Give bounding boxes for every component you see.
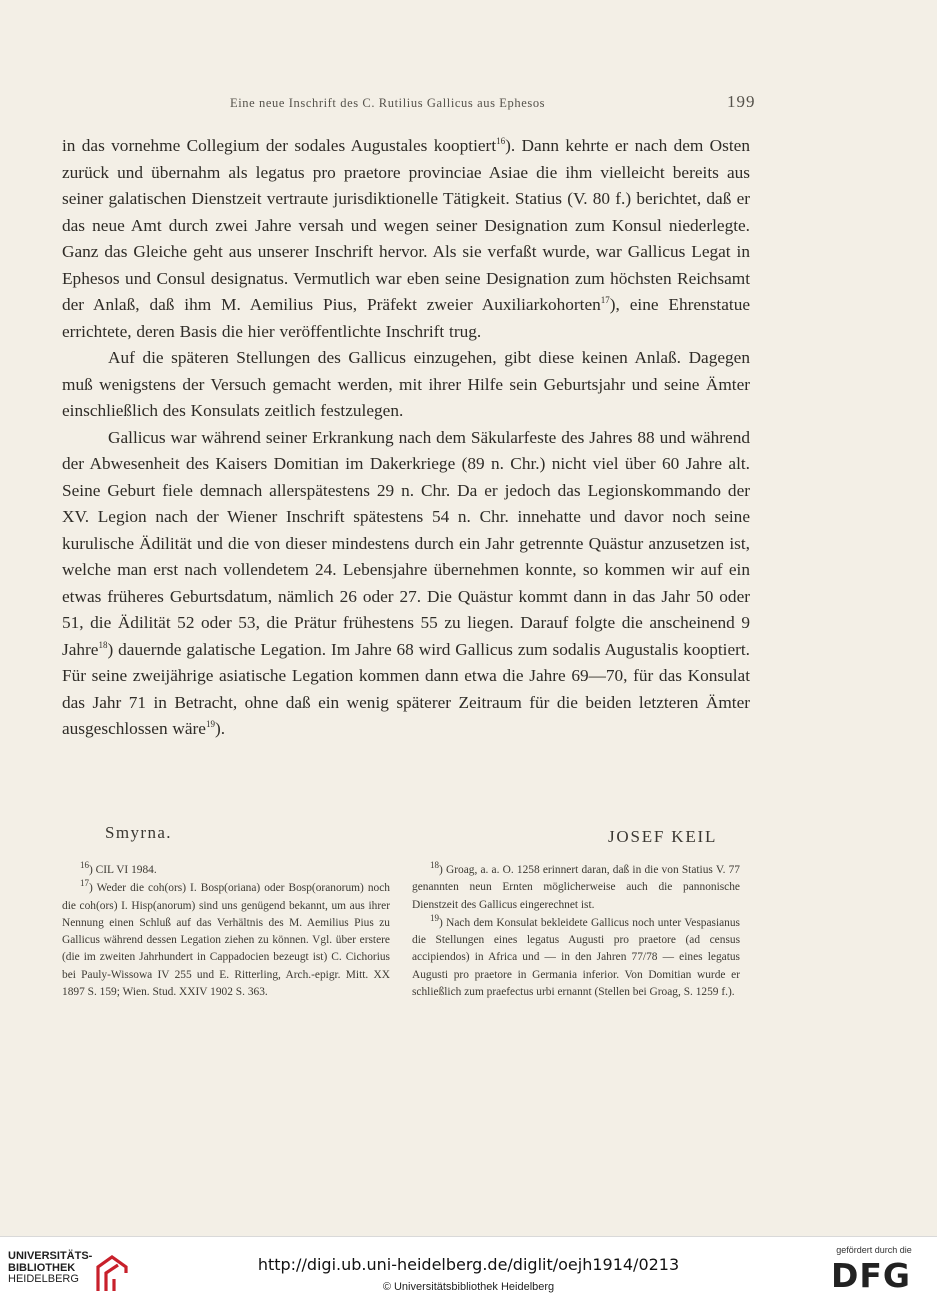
footnotes-left-column (62, 862, 390, 1002)
footnote-text: ) Weder die coh(ors) I. Bosp(oriana) oder Bosp(oranorum) noch die coh(ors) I. Hisp(anorum) sind uns genügend bekannt, um aus ihrer Nennung einen Schluß auf das Verhältnis des M. Aemilius Pius zu Gallicus während dessen Legation ziehen zu können. Vgl. über erstere (die im zweiten Jahrhundert in Cappadocien bezeugt ist) C. Cichorius bei Pauly-Wissowa IV 255 und E. Ritterling, Arch.-epigr. Mitt. XX 1897 S. 159; Wien. Stud. XXIV 1902 S. 363. (62, 882, 390, 999)
running-title: Eine neue Inschrift des C. Rutilius Gallicus aus Ephesos (230, 96, 546, 110)
library-name-line1: UNIVERSITÄTS- (8, 1250, 93, 1262)
footnote-number: 16 (80, 860, 89, 871)
funder-logo[interactable] (829, 1245, 929, 1299)
text-run: in das vornehme Collegium der sodales Augustales kooptiert (62, 136, 497, 155)
footnote-text: ) CIL VI 1984. (89, 864, 157, 876)
footnote (412, 915, 740, 1001)
viewer-footer (0, 1236, 937, 1303)
library-name-line3: HEIDELBERG (8, 1273, 79, 1285)
text-run: Gallicus war während seiner Erkrankung nach dem Säkularfeste des Jahres 88 und während der Abwesenheit des Kaisers Domitian im Dakerkriege (89 n. Chr.) nicht viel über 60 Jahre alt. Seine Geburt fiele demnach allerspätestens 29 n. Chr. Da er jedoch das Legionskommando der XV. Legion nach der Wiener Inschrift spätestens 54 n. Chr. innehatte und davor noch seine kurulische Ädilität und die von dieser mindestens durch ein Jahr getrennte Quästur anzusetzen ist, welche man erst nach vollendetem 24. Lebensjahre übernehmen konnte, so kommen wir auf ein etwas früheres Geburtsdatum, nämlich 26 oder 27. Die Quästur kommt dann in das Jahr 50 oder 51, die Ädilität 52 oder 53, die Prätur frühestens 55 zu liegen. Darauf folgte die anscheinend 9 Jahre (62, 427, 750, 659)
page-number: 199 (727, 92, 756, 111)
text-run: Auf die späteren Stellungen des Gallicus einzugehen, gibt diese keinen Anlaß. Dagegen muß wenigstens der Versuch gemacht werden, mit ihrer Hilfe sein Geburtsjahr und seine Ämter einschließlich des Konsulats zeitlich festzulegen. (62, 348, 750, 420)
author-name: JOSEF KEIL (608, 827, 718, 846)
text-run: ). Dann kehrte er nach dem Osten zurück und übernahm als legatus pro praetore provinciae Asiae die ihm vielleicht bereits aus seiner galatischen Dienstzeit vertraute jurisdiktionelle Tätigkeit. Statius (V. 80 f.) berichtet, daß er das neue Amt durch zwei Jahre versah und wegen seiner Designation zum Konsul niederlegte. Ganz das Gleiche geht aus unserer Inschrift hervor. Als sie verfaßt wurde, war Gallicus Legat in Ephesos und Consul designatus. Vermutlich war eben seine Designation zum höchsten Reichsamt der Anlaß, daß ihm M. Aemilius Pius, Präfekt zweier Auxiliarkohorten (62, 136, 750, 314)
dfg-logo-icon: DFG (831, 1256, 912, 1295)
signoff (0, 823, 937, 847)
footnote (412, 862, 740, 914)
footnotes-right-column (412, 862, 740, 1002)
funder-caption: gefördert durch die (836, 1245, 912, 1255)
footnote-ref[interactable]: 17 (600, 295, 610, 306)
text-run: ) dauernde galatische Legation. Im Jahre 68 wird Gallicus zum sodalis Augustalis kooptiert. Für seine zweijährige asiatische Legation kommen dann etwa die Jahre 69—70, für das Konsulat das Jahr 71 in Betracht, ohne daß ein wenig späterer Zeitraum für die beiden letzteren Ämter ausgeschlossen wäre (62, 639, 750, 738)
footnote-ref[interactable]: 19 (205, 719, 215, 730)
footnote-number: 19 (430, 913, 439, 924)
footnote-ref[interactable]: 18 (98, 639, 108, 650)
footnote (62, 880, 390, 1001)
footnotes (62, 862, 752, 1082)
running-head (0, 92, 937, 116)
paragraph (62, 133, 750, 345)
footnote-text: ) Groag, a. a. O. 1258 erinnert daran, daß in die von Statius V. 77 genannten neun Ernten möglicherweise auch die pannonische Dienstzeit des Gallicus eingerechnet ist. (412, 864, 740, 911)
library-name-line2: BIBLIOTHEK (8, 1261, 76, 1274)
copyright-notice: © Universitätsbibliothek Heidelberg (382, 1281, 555, 1293)
body-text (62, 133, 750, 743)
footnote-number: 18 (430, 860, 439, 871)
footnote (62, 862, 390, 879)
footnote-ref[interactable]: 16 (496, 136, 506, 147)
footnote-text: ) Nach dem Konsulat bekleidete Gallicus noch unter Vespasianus die Stellungen eines legatus Augusti pro praetore (ad census accipiendos) in Africa und — in den Jahren 77/78 — eines legatus Augusti pro praetore in Germania inferior. Von Domitian wurde er schließlich zum praefectus urbi ernannt (Stellen bei Groag, S. 1259 f.). (412, 916, 740, 999)
text-run: ), eine Ehrenstatue errichtete, deren Basis die hier veröffentlichte Inschrift trug. (62, 295, 751, 341)
permalink-url[interactable]: http://digi.ub.uni-heidelberg.de/diglit/oejh1914/0213 (257, 1255, 680, 1274)
text-run: ). (214, 719, 226, 738)
paragraph (62, 345, 750, 425)
paragraph (62, 425, 750, 743)
footnote-number: 17 (80, 878, 89, 889)
place-of-writing: Smyrna. (105, 823, 172, 842)
